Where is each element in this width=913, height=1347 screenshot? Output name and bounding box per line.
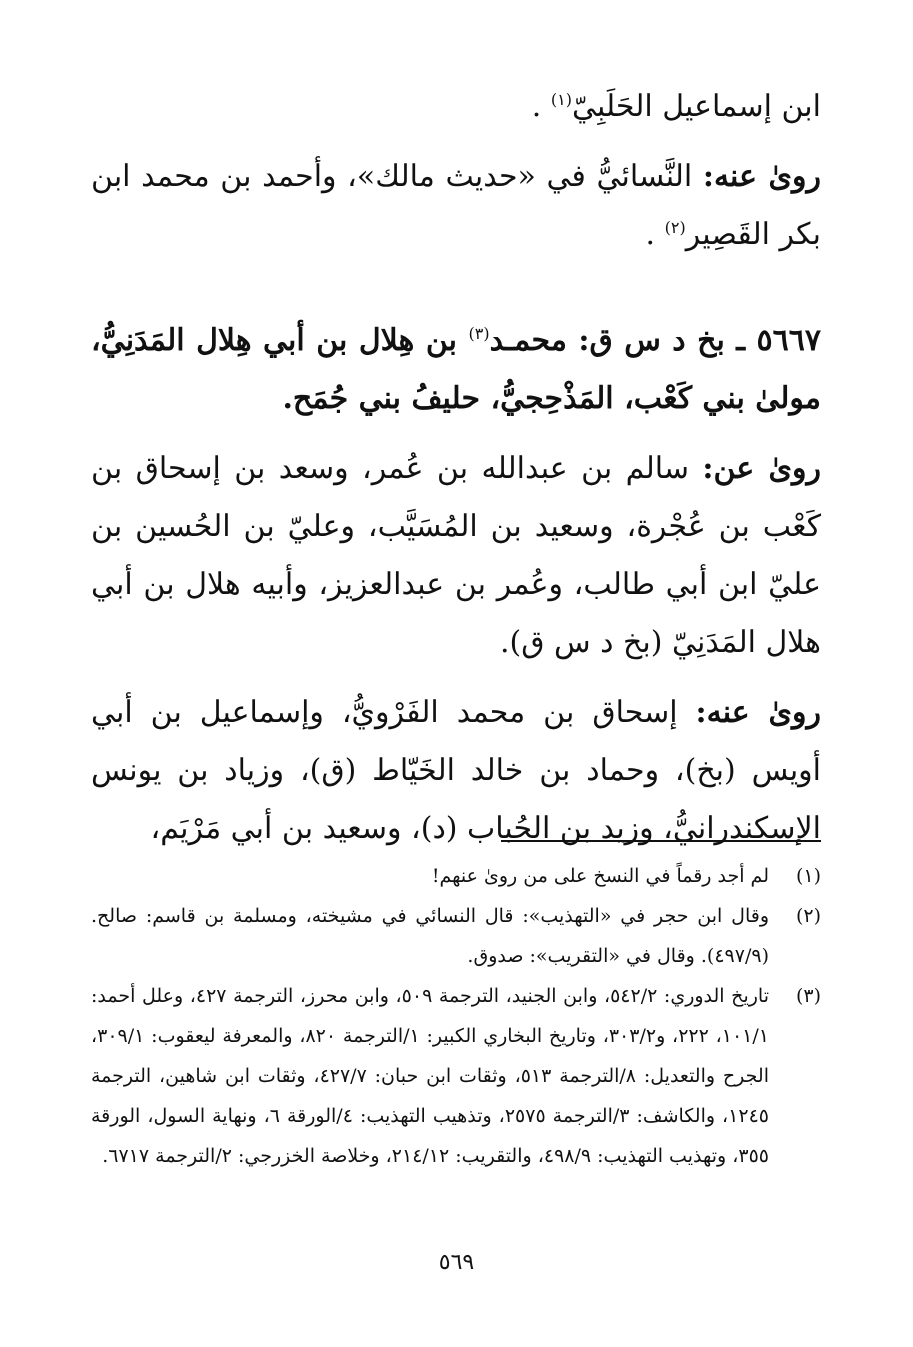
- narrated-from-him-label-2: روىٰ عنه:: [695, 695, 821, 730]
- footnote-text: وقال ابن حجر في «التهذيب»: قال النسائي في مشيخته، ومسلمة بن قاسم: صالح. (٤٩٧/٩). وقال في «التقريب»: صدوق.: [91, 905, 769, 967]
- paragraph-1-text: ابن إسماعيل الحَلَبِيّ: [571, 89, 821, 124]
- paragraph-1: [91, 78, 821, 136]
- narrated-from-him-label: روىٰ عنه:: [702, 159, 821, 194]
- footnote-number: (٢): [795, 905, 821, 927]
- footnote-ref-3: (٣): [468, 324, 490, 343]
- main-text: [91, 78, 821, 870]
- footnote-number: (١): [795, 865, 821, 887]
- narrated-from-him-text: إسحاق بن محمد الفَرْويُّ، وإسماعيل بن أبي أويس (بخ)، وحماد بن خالد الخَيّاط (ق)، وزياد بن يونس الإسكندرانيُّ، وزيد بن الحُباب (د)، وسعيد بن أبي مَرْيَم،: [91, 695, 821, 846]
- footnote-ref-1: (١): [550, 90, 572, 109]
- entry-heading: [91, 312, 821, 428]
- entry-number: ٥٦٦٧ ـ بخ د س ق: محمـد: [489, 323, 821, 358]
- narrated-from-text: سالم بن عبدالله بن عُمر، وسعد بن إسحاق بن كَعْب بن عُجْرة، وسعيد بن المُسَيَّب، وعليّ بن الحُسين بن عليّ ابن أبي طالب، وعُمر بن عبدالعزيز، وأبيه هلال بن أبي هلال المَدَنِيّ (بخ د س ق).: [91, 451, 821, 660]
- paragraph-2-end: .: [645, 217, 665, 252]
- footnotes: [91, 856, 821, 1176]
- footnote-3: [91, 976, 821, 1176]
- footnote-number: (٣): [795, 985, 821, 1007]
- footnote-ref-2: (٢): [664, 218, 686, 237]
- footnote-2: [91, 896, 821, 976]
- footnote-divider: [501, 840, 821, 842]
- page-number: ٥٦٩: [438, 1250, 475, 1275]
- footnote-text: لم أجد رقماً في النسخ على من روىٰ عنهم!: [431, 865, 769, 887]
- footnote-text: تاريخ الدوري: ٥٤٢/٢، وابن الجنيد، الترجمة ٥٠٩، وابن محرز، الترجمة ٤٢٧، وعلل أحمد: ١٠١/١، ٢٢٢، و٣٠٣/٢، وتاريخ البخاري الكبير: ١/الترجمة ٨٢٠، والمعرفة ليعقوب: ٣٠٩/١، الجرح والتعديل: ٨/الترجمة ٥١٣، وثقات ابن حبان: ٤٢٧/٧، وثقات ابن شاهين، الترجمة ١٢٤٥، والكاشف: ٣/الترجمة ٢٥٧٥، وتذهيب التهذيب: ٤/الورقة ٦، ونهاية السول، الورقة ٣٥٥، وتهذيب التهذيب: ٤٩٨/٩، والتقريب: ٢١٤/١٢، وخلاصة الخزرجي: ٢/الترجمة ٦٧١٧.: [91, 985, 769, 1167]
- paragraph-2: [91, 148, 821, 264]
- paragraph-narrated-from: [91, 440, 821, 672]
- narrated-from-label: روىٰ عن:: [702, 451, 821, 486]
- entry-name: بن هِلال بن أبي هِلال المَدَنِيُّ، مولىٰ بني كَعْب، المَذْحِجيُّ، حليفُ بني جُمَح.: [91, 323, 821, 416]
- paragraph-2-text: النَّسائيُّ في «حديث مالك»، وأحمد بن محمد ابن بكر القَصِير: [91, 159, 821, 252]
- footnote-1: [91, 856, 821, 896]
- paragraph-1-end: .: [531, 89, 551, 124]
- paragraph-narrated-from-him: [91, 684, 821, 858]
